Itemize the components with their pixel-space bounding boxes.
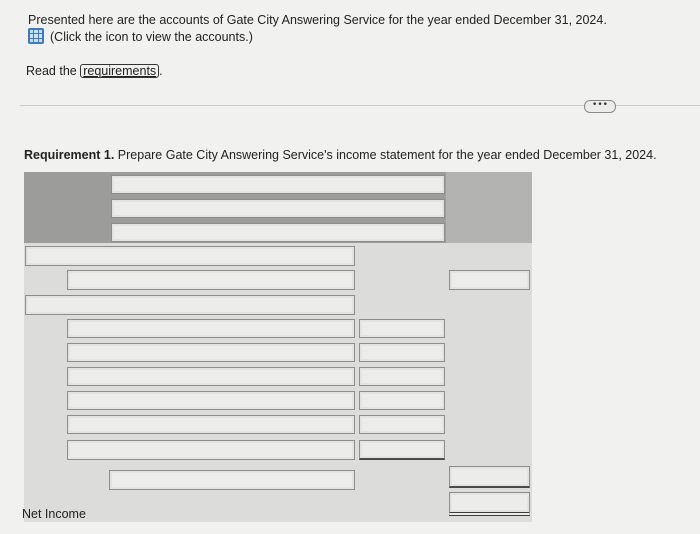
requirements-link[interactable]: requirements [80, 64, 159, 78]
total-expenses-amount-input[interactable] [449, 466, 530, 488]
expense-account-input-2[interactable] [67, 343, 355, 362]
net-income-amount-input[interactable] [449, 492, 530, 516]
expense-amount-input-6[interactable] [359, 440, 445, 460]
expense-account-input-1[interactable] [67, 319, 355, 338]
total-expenses-label-input[interactable] [109, 470, 355, 490]
expenses-heading-input[interactable] [25, 295, 355, 315]
click-icon-hint: (Click the icon to view the accounts.) [50, 30, 253, 44]
revenue-amount-input[interactable] [449, 270, 530, 290]
statement-title-input[interactable] [111, 199, 445, 218]
revenue-heading-input[interactable] [25, 246, 355, 266]
accounts-table-icon[interactable] [28, 28, 44, 44]
read-prefix: Read the [26, 64, 77, 78]
expense-account-input-6[interactable] [67, 440, 355, 460]
company-name-input[interactable] [111, 175, 445, 194]
statement-period-input[interactable] [111, 223, 445, 242]
requirement-text: Prepare Gate City Answering Service's income statement for the year ended December 31, 2024. [114, 148, 657, 162]
read-requirements-line [26, 64, 163, 78]
statement-header-right [446, 172, 532, 243]
expense-account-input-5[interactable] [67, 415, 355, 434]
expense-amount-input-3[interactable] [359, 367, 445, 386]
more-options-button[interactable]: ••• [584, 100, 616, 113]
expense-amount-input-4[interactable] [359, 391, 445, 410]
expense-account-input-4[interactable] [67, 391, 355, 410]
expense-account-input-3[interactable] [67, 367, 355, 386]
expense-amount-input-5[interactable] [359, 415, 445, 434]
intro-text: Presented here are the accounts of Gate City Answering Service for the year ended December 31, 2024. [28, 13, 607, 27]
net-income-label: Net Income [22, 507, 86, 521]
read-suffix: . [159, 64, 163, 78]
requirement-number: Requirement 1. [24, 148, 115, 162]
revenue-account-input[interactable] [67, 270, 355, 290]
requirement-heading [24, 148, 657, 162]
expense-amount-input-1[interactable] [359, 319, 445, 338]
expense-amount-input-2[interactable] [359, 343, 445, 362]
